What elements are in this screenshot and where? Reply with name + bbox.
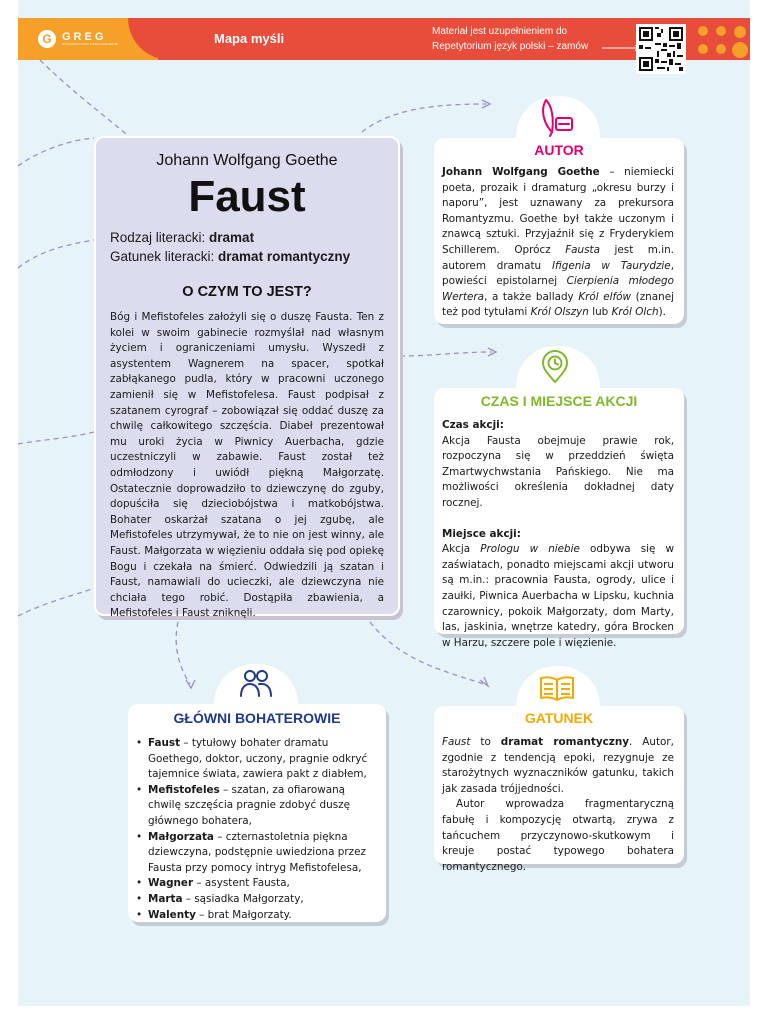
logo-subtext: WYDAWNICTWO PEDAGOGICZNE xyxy=(62,42,119,46)
qr-code-icon[interactable] xyxy=(636,24,686,74)
work-summary-card xyxy=(94,136,400,620)
list-item: • Wagner – asystent Fausta, xyxy=(134,876,380,892)
list-item: • Walenty – brat Małgorzaty. xyxy=(134,908,380,924)
time-place-title: CZAS I MIEJSCE AKCJI xyxy=(480,393,638,409)
header-bar xyxy=(18,18,750,60)
work-author: Johann Wolfgang Goethe xyxy=(156,152,338,169)
quill-pen-icon xyxy=(538,98,576,138)
list-item: • Małgorzata – czternastoletnia piękna dziewczyna, podstępnie uwiedziona przez Fausta przy pomocy intryg Mefistofelesa, xyxy=(134,830,380,877)
genre-title: GATUNEK xyxy=(524,710,594,726)
header-note-line2: Repetytorium język polski – zamów xyxy=(432,41,589,52)
header-note[interactable] xyxy=(432,24,588,54)
literary-genre-line: Gatunek literacki: dramat romantyczny xyxy=(110,249,351,264)
author-card-title: AUTOR xyxy=(534,142,584,158)
logo-text: GREG xyxy=(62,31,107,43)
genre-text xyxy=(442,735,674,875)
time-text: Akcja Fausta obejmuje prawie rok, rozpoczyna się w przeddzień święta Zmartwychwstania Pańskiego. Nie ma możliwości określenia dokładnej daty rocznej. xyxy=(442,434,674,509)
clock-pin-icon xyxy=(540,350,570,384)
time-place-text xyxy=(442,418,674,651)
header-title: Mapa myśli xyxy=(214,31,285,46)
genre-info xyxy=(110,228,384,266)
open-book-icon xyxy=(538,674,576,704)
header-note-line1: Materiał jest uzupełnieniem do xyxy=(432,26,568,37)
place-text: Akcja Prologu w niebie odbywa się w zaświatach, ponadto miejscami akcji utworu są m.in.: pracownia Fausta, ogrody, ulice i zaułki, Piwnica Auerbacha w Lipsku, kuchnia czarownicy, pokoik Małgorzaty, dom Marty, las, jaskinia, wnętrze katedry, góra Brocken w Harzu, szczere pole i więzienie. xyxy=(442,543,674,649)
decorative-dots xyxy=(694,24,750,64)
summary-heading: O CZYM TO JEST? xyxy=(182,284,312,300)
logo-badge: G xyxy=(38,30,56,48)
people-icon xyxy=(240,668,272,698)
author-card-text: Johann Wolfgang Goethe – niemiecki poeta, prozaik i dramaturg „okresu burzy i naporu”, jest uznawany za prekursora Romantyzmu. Goethe był także uczonym i znawcą sztuki. Przyjaźnił się z Fryderykiem Schillerem. Oprócz Fausta jest m.in. autorem dramatu Ifigenia w Taurydzie, powieści epistolarnej Cierpienia młodego Wertera, a także ballady Król elfów (znanej też pod tytułami Król Olszyn lub Król Olch). xyxy=(442,166,675,319)
list-item: • Mefistofeles – szatan, za ofiarowaną chwilę szczęścia pragnie zdobyć duszę głównego bohatera, xyxy=(134,783,380,830)
heroes-list xyxy=(134,736,380,923)
genre-paragraph-2: Autor wprowadza fragmentaryczną fabułę i kompozycję otwartą, zrywa z tańcuchem przyczynowo-skutkowym i kreuje postać typowego bohatera romantycznego. xyxy=(442,798,674,873)
plot-summary: Bóg i Mefistofeles założyli się o duszę Fausta. Ten z kolei w swoim gabinecie rozmyślał nad własnym życiem i ograniczeniami umysłu. Wyszedł z asystentem Wagnerem na spacer, spotkał zabłąkanego pudla, który w pracowni uczonego zamienił się w Mefistofelesa. Faust podpisał z szatanem cyrograf – zobowiązał się oddać duszę za chwilę całkowitego szczęścia. Diabeł prezentował mu uroki życia w Piwnicy Auerbacha, gdzie uczestniczyli w zabawie. Faust został też odmłodzony i uwiódł piękną Małgorzatę. Ostatecznie doprowadziło to dziewczynę do zguby, dopuściła się dzieciobójstwa i matkobójstwa. Bohater oskarżał szatana o jej zgubę, ale Mefistofeles utrzymywał, że to nie on jest winny, ale Faust. Małgorzata w więzieniu oddała się pod opiekę Bogu i czekała na śmierć. Odwiedzili ją szatan i Faust, namawiali do ucieczki, ale dziewczyna nie chciała tego robić. Dostąpiła zbawienia, a Mefistofeles i Faust zniknęli. xyxy=(110,311,384,620)
place-label: Miejsce akcji: xyxy=(442,527,521,540)
genre-paragraph-1: Faust to dramat romantyczny. Autor, zgodnie z tendencją epoki, rezygnuje ze starożytnych wyznaczników gatunku, takich jak zasada trójjedności. xyxy=(442,736,674,795)
heroes-title: GŁÓWNI BOHATEROWIE xyxy=(173,710,341,726)
greg-logo[interactable] xyxy=(38,30,118,48)
work-title: Faust xyxy=(188,172,306,221)
qr-code-graphic xyxy=(639,27,683,71)
list-item: • Marta – sąsiadka Małgorzaty, xyxy=(134,892,380,908)
time-label: Czas akcji: xyxy=(442,419,504,431)
literary-kind-line: Rodzaj literacki: dramat xyxy=(110,230,255,245)
list-item: • Faust – tytułowy bohater dramatu Goethego, doktor, uczony, pragnie odkryć tajemnice świata, zawiera pakt z diabłem, xyxy=(134,736,380,783)
